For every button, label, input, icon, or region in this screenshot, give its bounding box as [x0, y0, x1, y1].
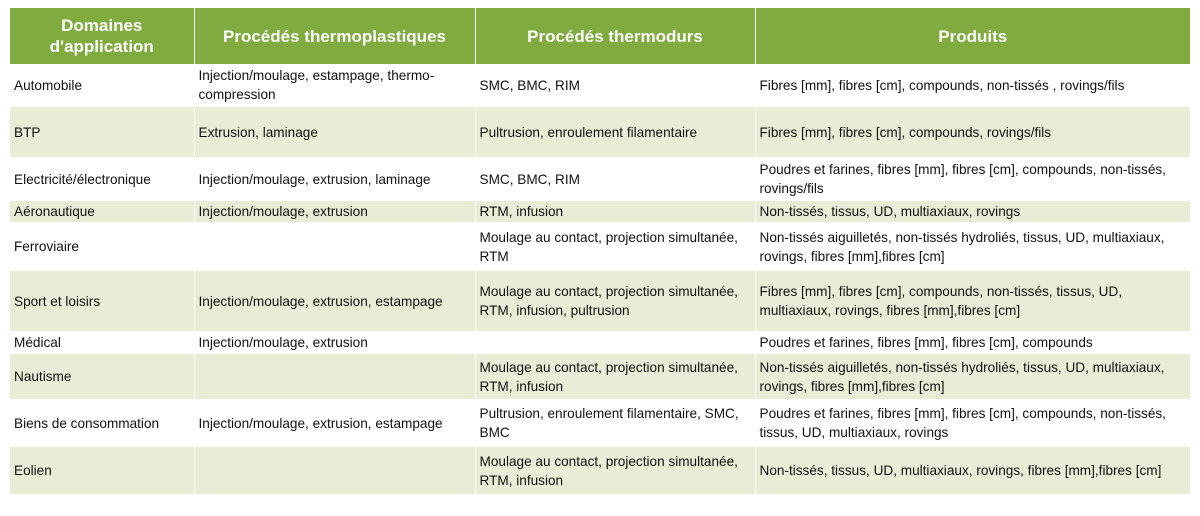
cell-products: Non-tissés, tissus, UD, multiaxiaux, rovings: [755, 201, 1190, 223]
table-row: [10, 64, 1190, 107]
table-row: [10, 400, 1190, 447]
cell-thermoset: [475, 332, 755, 354]
cell-domain: Biens de consommation: [10, 400, 194, 447]
cell-products: Fibres [mm], fibres [cm], compounds, non-tissés, tissus, UD, multiaxiaux, rovings, fibres [mm],fibres [cm]: [755, 271, 1190, 332]
cell-products: Non-tissés, tissus, UD, multiaxiaux, rovings, fibres [mm],fibres [cm]: [755, 447, 1190, 495]
cell-thermoset: Moulage au contact, projection simultanée, RTM, infusion: [475, 447, 755, 495]
cell-thermoplastic: [194, 354, 475, 400]
cell-thermoset: RTM, infusion: [475, 201, 755, 223]
table-row: [10, 271, 1190, 332]
header-domain: Domaines d'application: [10, 8, 194, 64]
cell-thermoplastic: Injection/moulage, extrusion: [194, 201, 475, 223]
table-row: [10, 223, 1190, 271]
cell-thermoplastic: Injection/moulage, extrusion, laminage: [194, 158, 475, 201]
table-row: [10, 447, 1190, 495]
cell-thermoset: SMC, BMC, RIM: [475, 64, 755, 107]
table-row: [10, 201, 1190, 223]
cell-thermoplastic: Injection/moulage, extrusion, estampage: [194, 400, 475, 447]
table-row: [10, 332, 1190, 354]
cell-thermoplastic: Injection/moulage, extrusion: [194, 332, 475, 354]
cell-domain: Electricité/électronique: [10, 158, 194, 201]
cell-domain: Aéronautique: [10, 201, 194, 223]
table-row: [10, 354, 1190, 400]
cell-thermoset: SMC, BMC, RIM: [475, 158, 755, 201]
cell-thermoset: Moulage au contact, projection simultanée, RTM, infusion, pultrusion: [475, 271, 755, 332]
cell-thermoplastic: [194, 447, 475, 495]
table-header: [10, 8, 1190, 64]
header-thermoset: Procédés thermodurs: [475, 8, 755, 64]
cell-products: Fibres [mm], fibres [cm], compounds, rovings/fils: [755, 107, 1190, 158]
cell-thermoset: Moulage au contact, projection simultanée, RTM: [475, 223, 755, 271]
cell-domain: Médical: [10, 332, 194, 354]
cell-thermoset: Moulage au contact, projection simultanée, RTM, infusion: [475, 354, 755, 400]
cell-thermoset: Pultrusion, enroulement filamentaire, SMC, BMC: [475, 400, 755, 447]
cell-domain: Nautisme: [10, 354, 194, 400]
cell-domain: Ferroviaire: [10, 223, 194, 271]
cell-thermoplastic: Injection/moulage, extrusion, estampage: [194, 271, 475, 332]
cell-products: Non-tissés aiguilletés, non-tissés hydroliés, tissus, UD, multiaxiaux, rovings, fibres [mm],fibres [cm]: [755, 223, 1190, 271]
cell-products: Fibres [mm], fibres [cm], compounds, non-tissés , rovings/fils: [755, 64, 1190, 107]
cell-products: Poudres et farines, fibres [mm], fibres [cm], compounds, non-tissés, rovings/fils: [755, 158, 1190, 201]
table-body: [10, 64, 1190, 495]
cell-domain: Sport et loisirs: [10, 271, 194, 332]
cell-domain: BTP: [10, 107, 194, 158]
cell-thermoplastic: Extrusion, laminage: [194, 107, 475, 158]
applications-table: [10, 8, 1190, 495]
cell-thermoplastic: Injection/moulage, estampage, thermo-compression: [194, 64, 475, 107]
header-thermoplastic: Procédés thermoplastiques: [194, 8, 475, 64]
cell-domain: Automobile: [10, 64, 194, 107]
cell-thermoplastic: [194, 223, 475, 271]
cell-products: Poudres et farines, fibres [mm], fibres [cm], compounds: [755, 332, 1190, 354]
applications-table-container: [10, 8, 1190, 495]
cell-domain: Eolien: [10, 447, 194, 495]
table-row: [10, 158, 1190, 201]
cell-products: Poudres et farines, fibres [mm], fibres [cm], compounds, non-tissés, tissus, UD, multiaxiaux, rovings: [755, 400, 1190, 447]
cell-thermoset: Pultrusion, enroulement filamentaire: [475, 107, 755, 158]
header-products: Produits: [755, 8, 1190, 64]
cell-products: Non-tissés aiguilletés, non-tissés hydroliés, tissus, UD, multiaxiaux, rovings, fibres [mm],fibres [cm]: [755, 354, 1190, 400]
header-row: [10, 8, 1190, 64]
table-row: [10, 107, 1190, 158]
